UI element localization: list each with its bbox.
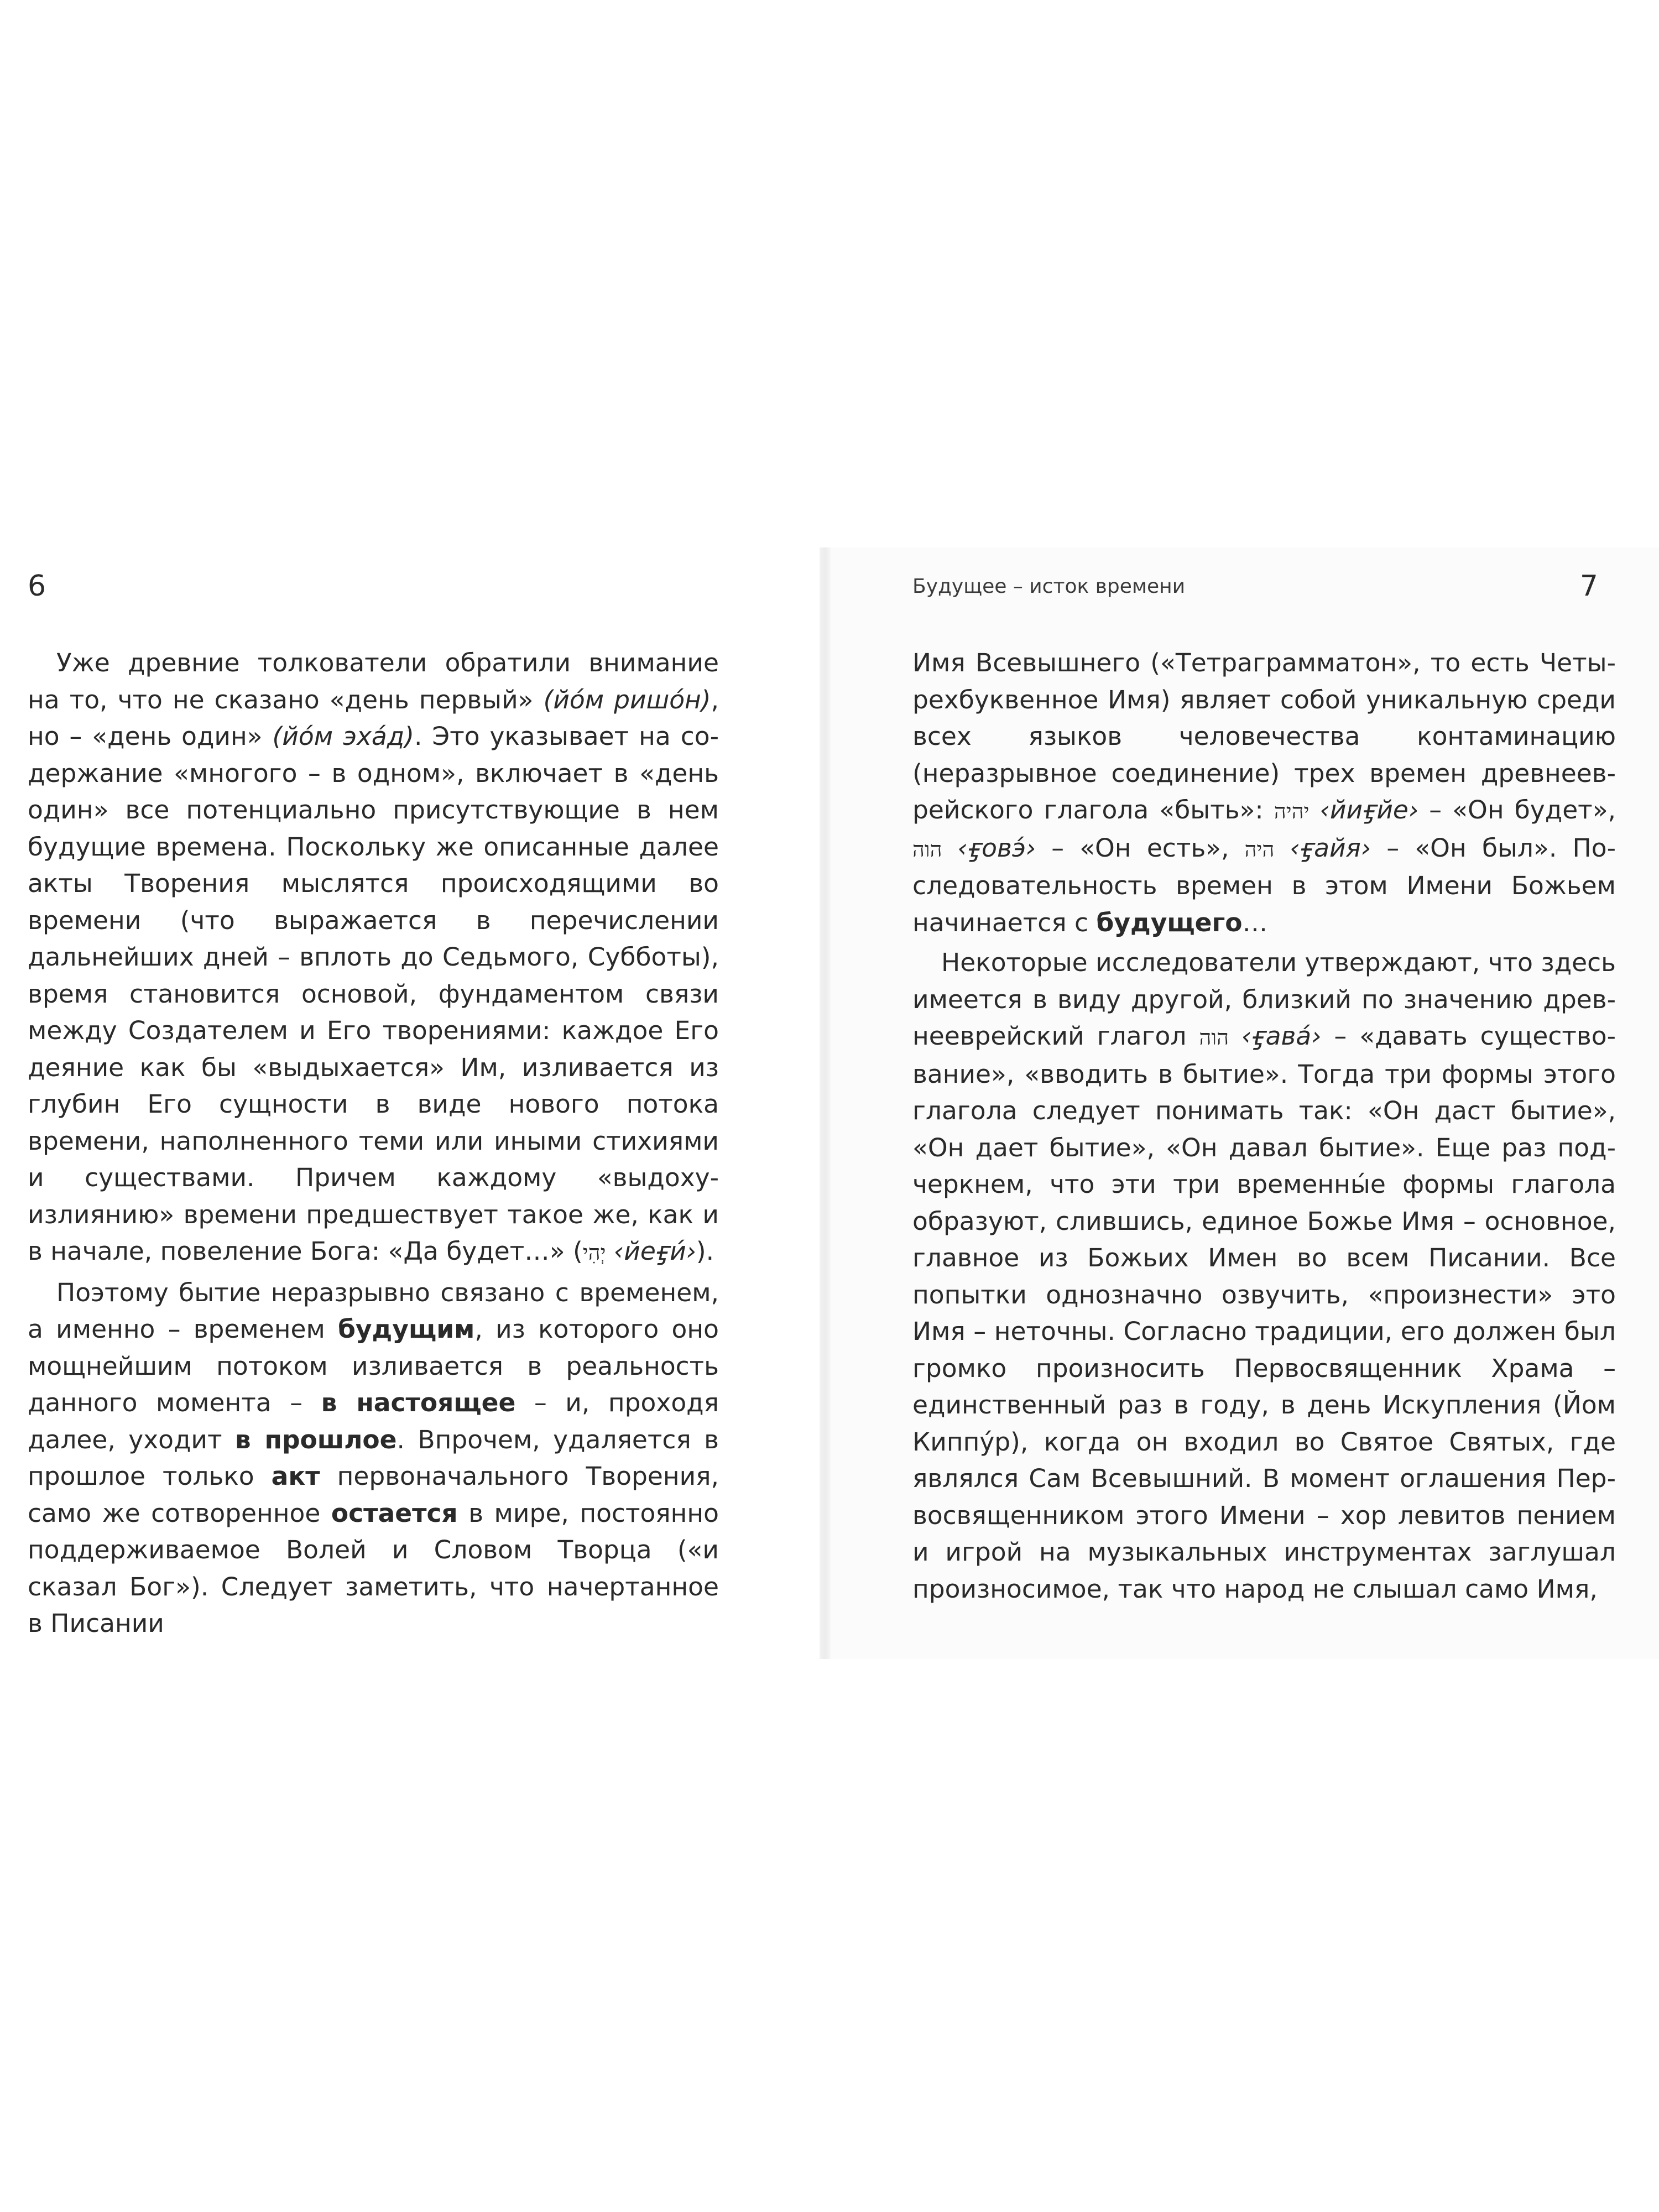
- hebrew-word: יְהִי: [582, 1240, 606, 1265]
- paragraph: Поэтому бытие неразрывно связано с временем, а именно – временем будущим, из которого оно мощнейшим потоком изливается в реальность данного момента – в настоящее – и, проходя далее, уходит в прошлое. Впрочем, удаляется в прошлое только акт первоначального Творения, само же сотворенное остается в мире, постоянно поддерживаемое Волей и Словом Творца («и сказал Бог»). Следует заметить, что начертанное в Писании: [28, 1277, 719, 1638]
- book-gutter: [820, 547, 831, 1659]
- hebrew-word: הוה: [1199, 1025, 1229, 1050]
- body-text: [912, 645, 1616, 1608]
- right-page: [831, 547, 1659, 1659]
- running-head: Будущее – исток времени: [912, 575, 1186, 598]
- paragraph: Имя Всевышнего («Тетраграмматон», то есть Четырехбуквенное Имя) являет собой уникальную среди всех языков человечества контаминацию (неразрывное соединение) трех времен древнееврейского глагола «быть»: יהיה ‹йиӻйе› – «Он будет», הוה ‹ӻовэ́› – «Он есть», היה ‹ӻайя› – «Он был». Последовательность времен в этом Имени Божьем начинается с будущего…: [912, 648, 1616, 937]
- page-number: 6: [28, 570, 46, 603]
- paragraph: Некоторые исследователи утверждают, что здесь имеется в виду другой, близкий по значению древнееврейский глагол הוה ‹ӻава́› – «давать существование», «вводить в бытие». Тогда три формы этого глагола следует понимать так: «Он даст бытие», «Он дает бытие», «Он давал бытие». Еще раз подчеркнем, что эти три временны́е формы глагола образуют, слившись, единое Божье Имя – основное, главное из Божьих Имен во всем Писании. Все попытки однозначно озвучить, «произнести» это Имя – неточны. Согласно традиции, его должен был громко произносить Первосвященник Храма – единственный раз в году, в день Искупления (Йом Киппу́р), когда он входил во Святое Святых, где являлся Сам Всевышний. В момент оглашения Первосвященником этого Имени – хор левитов пением и игрой на музыкальных инструментах заглушал произносимое, так что народ не слышал само Имя,: [912, 948, 1616, 1604]
- hebrew-word: היה: [1244, 837, 1275, 862]
- paragraph: Уже древние толкователи обратили внимание на то, что не сказано «день первый» (йо́м ришо́н), но – «день один» (йо́м эха́д). Это указывает на содержание «многого – в одном», включает в «день один» все потенциально присутствующие в нем будущие времена. Поскольку же описанные далее акты Творения мыслятся происходящими во времени (что выражается в перечислении дальнейших дней – вплоть до Седьмого, Субботы), время становится основой, фундаментом связи между Создателем и Его творениями: каждое Его деяние как бы «выдыхается» Им, изливается из глубин Его сущности в виде нового потока времени, наполненного теми или иными стихиями и существами. Причем каждому «выдоху-излиянию» времени предшествует такое же, как и в начале, повеление Бога: «Да будет…» (יְהִי ‹йеӻи́›).: [28, 648, 719, 1266]
- hebrew-word: הוה: [912, 837, 942, 862]
- body-text: [28, 645, 719, 1642]
- page-number: 7: [1579, 570, 1598, 603]
- hebrew-word: יהיה: [1274, 799, 1310, 823]
- left-page: [0, 547, 820, 1659]
